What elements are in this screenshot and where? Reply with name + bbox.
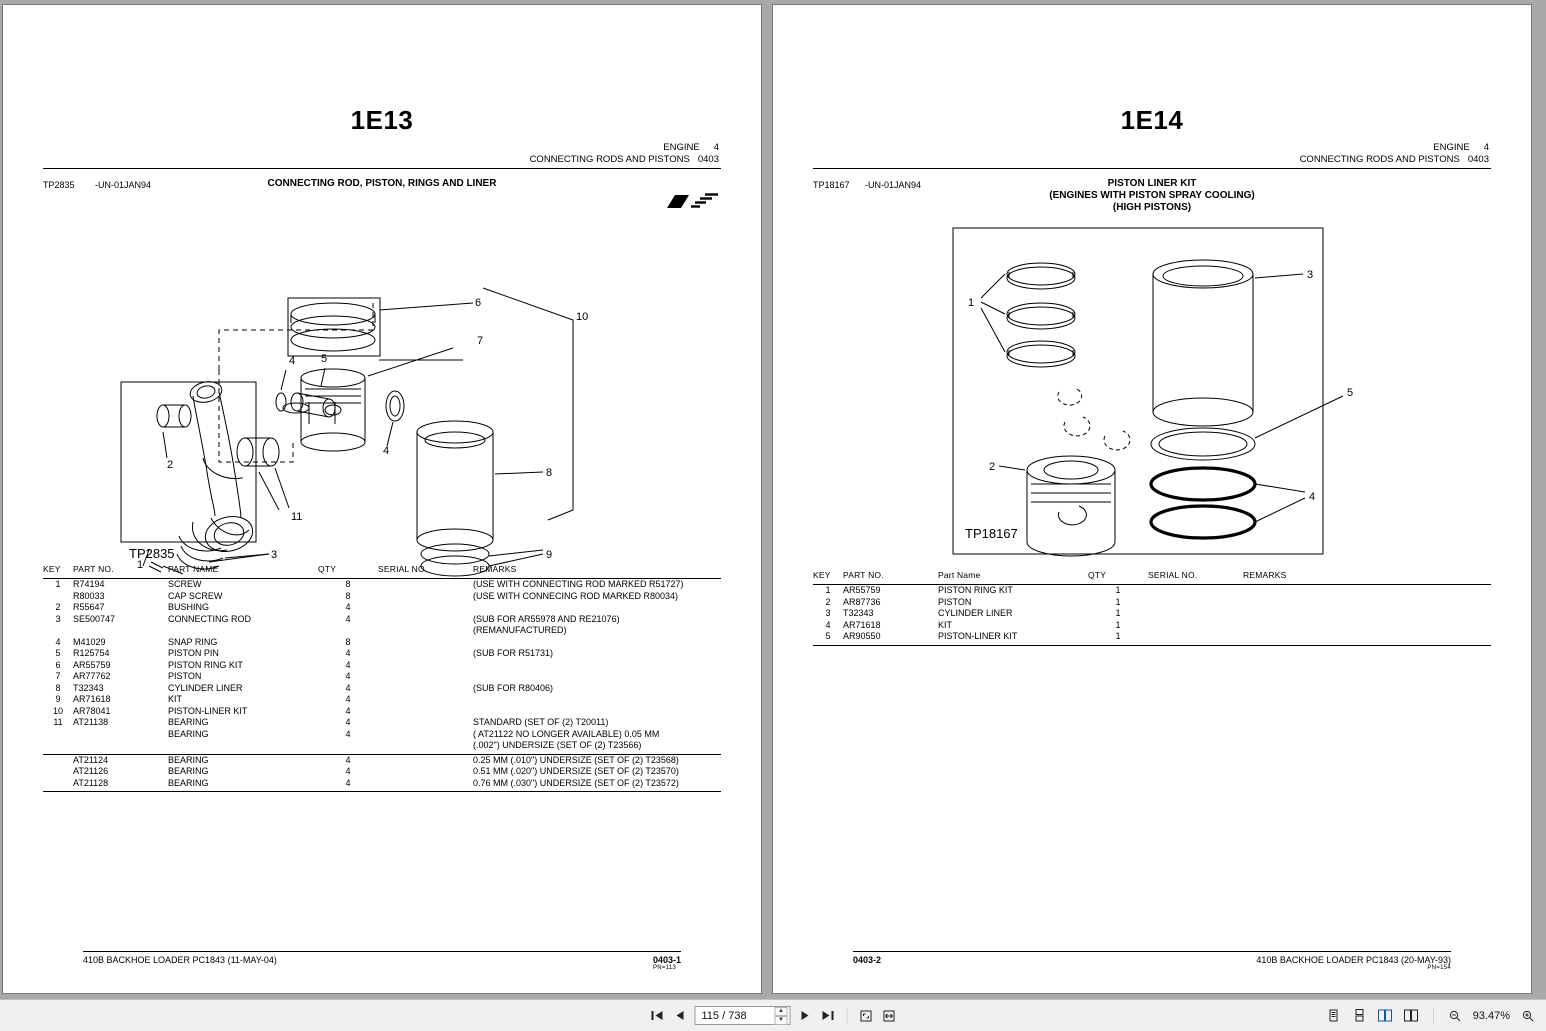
col-qty-right: QTY <box>1088 570 1107 580</box>
cell-remarks <box>1243 631 1491 643</box>
cell-part: AT21128 <box>73 777 109 788</box>
previous-page-icon[interactable] <box>672 1007 689 1024</box>
table-row <box>43 591 721 603</box>
cell-qty <box>318 740 378 752</box>
figure-tp-code-left: TP2835 <box>43 180 75 190</box>
cell-name: PISTON <box>168 671 202 681</box>
cell-qty: 1 <box>1115 596 1121 607</box>
cell-qty: 4 <box>345 717 351 727</box>
cell-remarks: 0.51 MM (.020") UNDERSIZE (SET OF (2) T23570) <box>473 766 679 776</box>
cell-remarks <box>1243 597 1491 609</box>
figure-caption-right-2: (ENGINES WITH PISTON SPRAY COOLING) <box>1049 190 1255 201</box>
cell-serial <box>378 766 473 778</box>
figure-inner-label-right: TP18167 <box>965 526 1018 541</box>
single-page-view-icon[interactable] <box>1325 1007 1342 1024</box>
table-row <box>43 602 721 614</box>
cell-key: 8 <box>55 682 61 693</box>
page-header-left <box>43 142 721 166</box>
cell-remarks <box>473 602 721 614</box>
cell-part <box>73 729 168 741</box>
cell-serial <box>378 591 473 603</box>
page-footer-left <box>83 951 681 971</box>
stepper-up-icon[interactable]: ▲ <box>775 1007 788 1016</box>
col-remarks-right: REMARKS <box>1243 570 1287 580</box>
table-row <box>43 706 721 718</box>
cell-key: 9 <box>55 694 61 704</box>
cell-part: AR71618 <box>843 619 881 630</box>
table-row <box>43 579 721 591</box>
cell-remarks: (REMANUFACTURED) <box>473 625 567 635</box>
figure-caption-right-1: PISTON LINER KIT <box>1107 178 1197 189</box>
cell-qty: 1 <box>1115 619 1121 630</box>
cell-key: 1 <box>55 579 61 589</box>
callout-6: 6 <box>475 297 482 309</box>
cell-remarks <box>1243 620 1491 632</box>
two-page-view-icon[interactable] <box>1377 1007 1394 1024</box>
document-page-right <box>772 4 1532 994</box>
col-serial: SERIAL NO. <box>378 564 428 574</box>
table-row <box>43 637 721 649</box>
cell-name: BEARING <box>168 717 209 727</box>
col-part-no-right: PART NO. <box>843 570 884 580</box>
figure-date-code-right: -UN-01JAN94 <box>865 180 922 190</box>
cell-name: PISTON PIN <box>168 648 219 658</box>
footer-page-code-right: 0403-2 <box>853 955 882 965</box>
cell-name <box>168 625 318 637</box>
figure-caption-row-left <box>43 174 721 208</box>
cell-name: PISTON-LINER KIT <box>938 631 1018 641</box>
cell-part: AR55759 <box>843 585 881 595</box>
callout-4a: 4 <box>289 355 296 367</box>
page-number-value: 115 / 738 <box>701 1009 747 1022</box>
cell-remarks: (SUB FOR AR55978 AND RE21076) <box>473 613 620 624</box>
footer-model-right: 410B BACKHOE LOADER PC1843 (20-MAY-93) <box>1256 955 1451 965</box>
table-row <box>43 778 721 790</box>
cell-qty: 4 <box>345 671 351 681</box>
col-key-right: KEY <box>813 570 831 580</box>
cell-name <box>168 740 318 752</box>
col-serial-right: SERIAL NO. <box>1148 570 1198 580</box>
page-title-right: 1E14 <box>1120 105 1184 135</box>
cell-remarks: ( AT21122 NO LONGER AVAILABLE) 0.05 MM <box>473 728 660 739</box>
zoom-level-value[interactable]: 93.47% <box>1472 1009 1510 1022</box>
cell-part: AT21126 <box>73 766 109 776</box>
page-title-left: 1E13 <box>350 105 414 135</box>
cell-name: CYLINDER LINER <box>938 608 1013 618</box>
col-part-name: PART NAME <box>168 564 219 574</box>
cell-remarks <box>473 671 721 683</box>
cell-serial <box>1148 585 1243 597</box>
callout-1-right: 1 <box>968 297 975 309</box>
header-section-right: ENGINE <box>1433 142 1470 153</box>
header-group-num-right: 0403 <box>1467 154 1489 165</box>
cell-key <box>43 591 73 603</box>
header-divider-right <box>813 168 1491 169</box>
cell-key: 3 <box>55 613 61 624</box>
figure-date-code-left: -UN-01JAN94 <box>95 180 152 190</box>
cell-qty: 4 <box>345 777 351 788</box>
figure-inner-label-left: TP2835 <box>129 546 175 561</box>
table-row <box>813 631 1491 643</box>
page-footer-right <box>853 951 1451 971</box>
cell-serial <box>1148 597 1243 609</box>
cell-part: AR55759 <box>73 659 111 670</box>
table-row <box>813 608 1491 620</box>
cell-remarks: STANDARD (SET OF (2) T20011) <box>473 717 609 727</box>
cell-qty: 4 <box>345 648 351 658</box>
cell-part: AT21138 <box>73 717 109 727</box>
cell-name: PISTON <box>938 596 972 607</box>
page-header-right <box>813 142 1491 166</box>
cell-remarks: (USE WITH CONNECTING ROD MARKED R51727) <box>473 579 684 589</box>
callout-1: 1 <box>137 559 144 571</box>
cell-serial <box>378 740 473 752</box>
zoom-in-icon[interactable] <box>1519 1007 1536 1024</box>
cell-qty: 4 <box>345 602 351 612</box>
cell-serial <box>378 717 473 729</box>
cell-name: CONNECTING ROD <box>168 613 251 624</box>
footer-pn-left: PN=113 <box>652 965 677 971</box>
cell-qty: 1 <box>1115 631 1121 641</box>
callout-10: 10 <box>576 311 589 323</box>
zoom-out-icon[interactable] <box>1447 1007 1464 1024</box>
cell-key: 5 <box>55 648 61 658</box>
cell-qty: 8 <box>345 590 351 601</box>
cell-serial <box>1148 620 1243 632</box>
cell-key: 2 <box>825 596 831 607</box>
cell-qty: 4 <box>345 659 351 670</box>
parts-table-left <box>43 564 721 792</box>
col-qty: QTY <box>318 564 337 574</box>
continuous-view-icon[interactable] <box>1351 1007 1368 1024</box>
cell-name: CAP SCREW <box>168 590 223 601</box>
cell-qty: 4 <box>345 754 351 765</box>
cell-qty <box>318 625 378 637</box>
col-remarks: REMARKS <box>473 564 517 574</box>
parts-table-header-row-right <box>813 570 1491 583</box>
table-row <box>813 620 1491 632</box>
figure-caption-left: CONNECTING ROD, PISTON, RINGS AND LINER <box>267 178 497 189</box>
col-part-no: PART NO. <box>73 564 114 574</box>
cell-name: BEARING <box>168 754 209 765</box>
cell-name: KIT <box>168 694 183 704</box>
cell-key: 1 <box>825 585 831 595</box>
header-section-left: ENGINE <box>663 142 700 153</box>
figure-caption-right-3: (HIGH PISTONS) <box>1112 202 1192 213</box>
cell-serial <box>378 637 473 649</box>
cell-name: PISTON RING KIT <box>168 659 243 670</box>
cell-remarks: (USE WITH CONNECING ROD MARKED R80034) <box>473 590 679 601</box>
cell-part: R74194 <box>73 579 105 589</box>
page-number-input[interactable] <box>695 1006 791 1025</box>
cell-serial <box>378 602 473 614</box>
callout-8: 8 <box>546 467 553 479</box>
cell-remarks: 0.76 MM (.030") UNDERSIZE (SET OF (2) T23572) <box>473 777 679 788</box>
callout-3: 3 <box>271 549 278 561</box>
cell-name: CYLINDER LINER <box>168 682 243 693</box>
cell-part: AR87736 <box>843 596 881 607</box>
table-row <box>43 671 721 683</box>
cell-part: T32343 <box>73 682 104 693</box>
cell-serial <box>378 729 473 741</box>
cell-qty: 4 <box>345 694 351 704</box>
callout-11: 11 <box>291 511 303 523</box>
cell-qty: 1 <box>1115 608 1121 618</box>
col-key: KEY <box>43 564 61 574</box>
header-section-num-left: 4 <box>713 142 719 153</box>
parts-table-header-row <box>43 564 721 577</box>
cell-part: R125754 <box>73 648 110 658</box>
callout-2: 2 <box>167 459 174 471</box>
header-group-left: CONNECTING RODS AND PISTONS <box>529 154 690 165</box>
callout-4-right: 4 <box>1309 491 1316 503</box>
cell-name: SNAP RING <box>168 636 218 647</box>
figure-caption-row-right <box>813 174 1491 214</box>
header-section-num-right: 4 <box>1483 142 1489 153</box>
table-row <box>43 694 721 706</box>
cell-key: 7 <box>55 671 61 681</box>
callout-5-right: 5 <box>1347 387 1354 399</box>
table-row <box>43 648 721 660</box>
page-number-stepper[interactable] <box>775 1007 788 1025</box>
first-page-icon[interactable] <box>649 1007 666 1024</box>
table-row <box>43 614 721 626</box>
cell-key: 4 <box>825 619 831 630</box>
cell-qty: 8 <box>345 636 351 647</box>
stepper-down-icon[interactable]: ▼ <box>775 1016 788 1025</box>
callout-2-right: 2 <box>989 461 996 473</box>
cell-serial <box>378 778 473 790</box>
cell-part: T32343 <box>843 608 874 618</box>
cell-key <box>43 740 73 752</box>
cell-qty: 1 <box>1115 585 1121 595</box>
last-page-icon[interactable] <box>820 1007 837 1024</box>
cell-key <box>43 778 73 790</box>
cell-serial <box>378 754 473 766</box>
cell-part <box>73 625 168 637</box>
callout-3-right: 3 <box>1307 269 1314 281</box>
cell-remarks <box>1243 585 1491 597</box>
fit-width-icon[interactable] <box>881 1007 898 1024</box>
header-group-right: CONNECTING RODS AND PISTONS <box>1299 154 1460 165</box>
toolbar-separator-2 <box>1433 1007 1434 1025</box>
cell-serial <box>378 660 473 672</box>
table-row <box>43 740 721 752</box>
cell-part: SE500747 <box>73 613 116 624</box>
cell-serial <box>378 683 473 695</box>
cell-name: PISTON-LINER KIT <box>168 705 248 716</box>
cell-qty: 4 <box>345 728 351 739</box>
cell-serial <box>378 671 473 683</box>
table-row <box>43 729 721 741</box>
cell-part: R55647 <box>73 602 105 612</box>
cell-remarks <box>473 706 721 718</box>
table-row <box>43 625 721 637</box>
cell-part: M41029 <box>73 636 106 647</box>
cell-part: AT21124 <box>73 754 109 765</box>
cell-qty: 4 <box>345 682 351 693</box>
table-row <box>43 717 721 729</box>
cell-serial <box>1148 631 1243 643</box>
cell-name: BEARING <box>168 777 209 788</box>
header-group-num-left: 0403 <box>697 154 719 165</box>
piston-liner-kit-diagram <box>813 216 1493 568</box>
footer-pn-right: PN=154 <box>1427 965 1451 971</box>
cell-remarks: (SUB FOR R51731) <box>473 648 554 658</box>
callout-7: 7 <box>477 335 484 347</box>
parts-table-right <box>813 570 1491 646</box>
footer-page-code-left: 0403-1 <box>652 955 681 965</box>
document-page-left <box>2 4 762 994</box>
toolbar-separator-1 <box>847 1007 848 1025</box>
cell-name: BEARING <box>168 728 209 739</box>
cell-serial <box>378 625 473 637</box>
cell-key: 5 <box>825 631 831 641</box>
callout-9: 9 <box>546 549 553 561</box>
cell-remarks <box>1243 608 1491 620</box>
table-row <box>43 683 721 695</box>
cell-part: AR78041 <box>73 705 111 716</box>
cell-serial <box>378 648 473 660</box>
cell-part <box>73 740 168 752</box>
cell-name: KIT <box>938 619 953 630</box>
cell-key: 4 <box>55 636 61 647</box>
cell-key: 10 <box>52 705 63 716</box>
cell-remarks: (.002") UNDERSIZE (SET OF (2) T23566) <box>473 740 642 750</box>
cell-qty: 4 <box>345 613 351 624</box>
cell-key: 6 <box>55 659 61 670</box>
cell-key <box>43 729 73 741</box>
figure-tp-code-right: TP18167 <box>813 180 850 190</box>
cell-serial <box>378 706 473 718</box>
cell-serial <box>1148 608 1243 620</box>
table-row <box>43 660 721 672</box>
cell-qty: 4 <box>345 766 351 776</box>
cell-name: BEARING <box>168 766 209 776</box>
callout-4b: 4 <box>383 445 390 457</box>
cell-key <box>43 625 73 637</box>
cell-serial <box>378 614 473 626</box>
next-page-icon[interactable] <box>797 1007 814 1024</box>
header-divider-left <box>43 168 721 169</box>
cell-remarks: (SUB FOR R80406) <box>473 682 554 693</box>
cell-serial <box>378 579 473 591</box>
table-row <box>43 766 721 778</box>
table-row <box>43 754 721 766</box>
cell-key: 3 <box>825 608 831 618</box>
cell-key <box>43 766 73 778</box>
cell-serial <box>378 694 473 706</box>
footer-model-left: 410B BACKHOE LOADER PC1843 (11-MAY-04) <box>83 955 277 965</box>
cell-remarks: 0.25 MM (.010") UNDERSIZE (SET OF (2) T23568) <box>473 754 679 765</box>
cell-name: PISTON RING KIT <box>938 585 1013 595</box>
fit-page-icon[interactable] <box>858 1007 875 1024</box>
cell-part: AR77762 <box>73 671 111 681</box>
cell-qty: 4 <box>345 705 351 716</box>
col-part-name-right: Part Name <box>938 570 981 580</box>
figure-illustration-right <box>813 216 1491 568</box>
viewer-toolbar[interactable] <box>0 999 1546 1031</box>
callout-5: 5 <box>321 353 328 365</box>
cell-part: AR71618 <box>73 694 111 704</box>
cell-qty: 8 <box>345 579 351 589</box>
cell-remarks <box>473 660 721 672</box>
cell-remarks <box>473 694 721 706</box>
cell-remarks <box>473 637 721 649</box>
table-row <box>813 597 1491 609</box>
cell-key <box>43 754 73 766</box>
cell-part: R80033 <box>73 590 105 601</box>
cell-part: AR90550 <box>843 631 881 641</box>
cell-key: 11 <box>53 717 63 727</box>
cell-key: 2 <box>55 602 61 612</box>
cell-name: SCREW <box>168 579 202 589</box>
book-view-icon[interactable] <box>1403 1007 1420 1024</box>
table-row <box>813 585 1491 597</box>
cell-name: BUSHING <box>168 602 210 612</box>
